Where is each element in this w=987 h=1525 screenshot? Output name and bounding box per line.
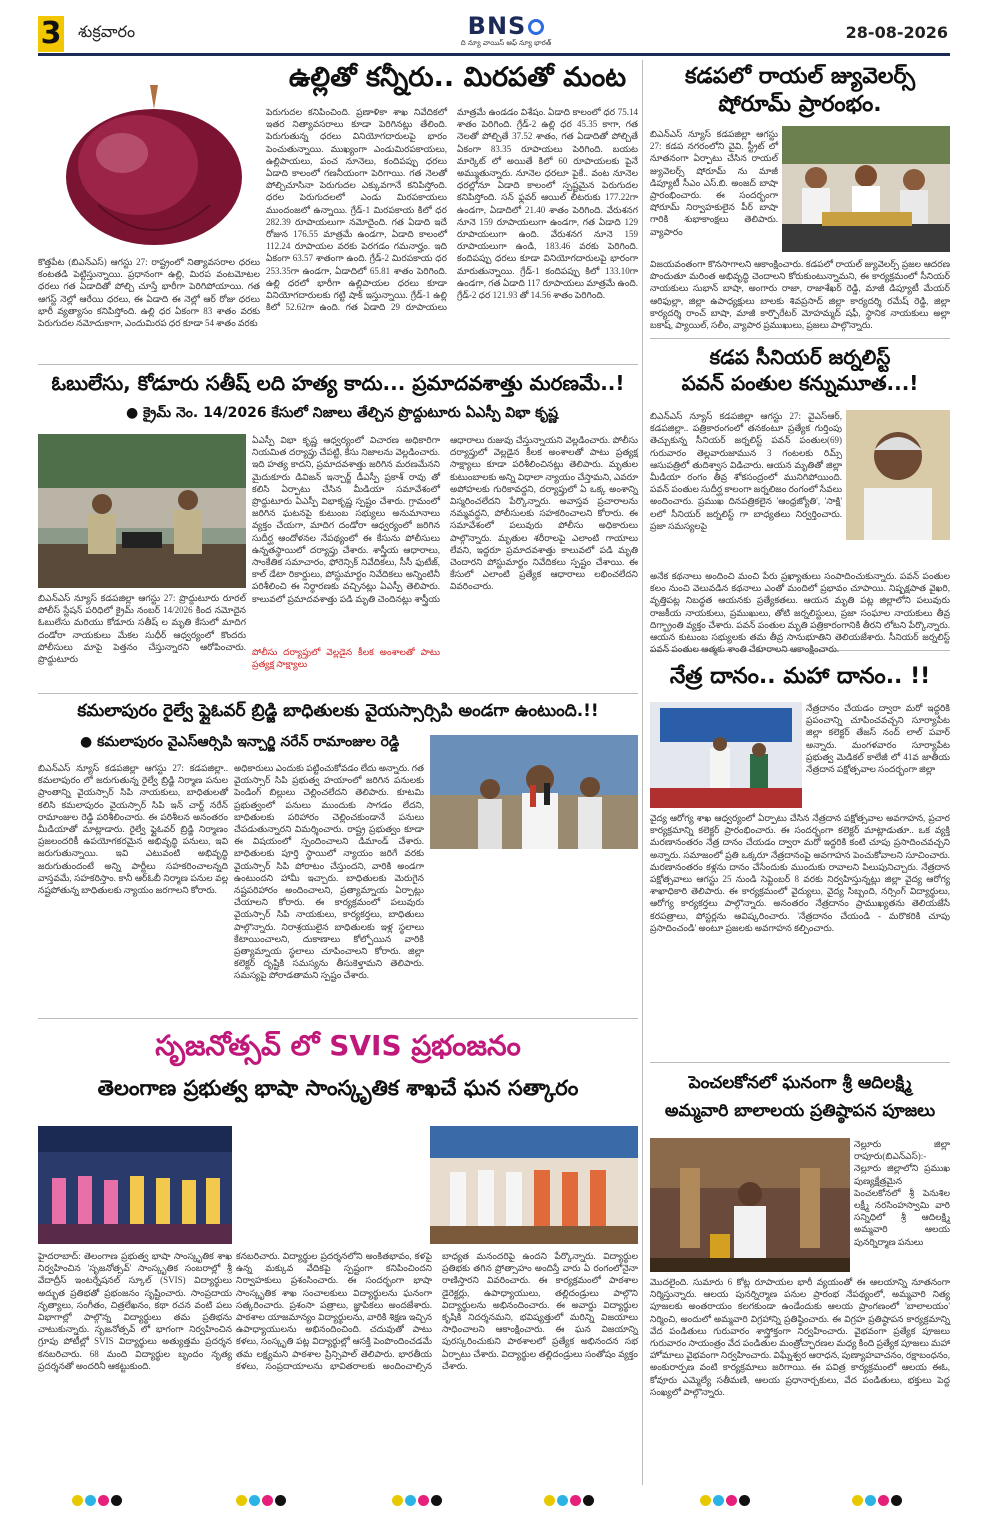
registration-dot [85, 1495, 96, 1506]
registration-dot-group [392, 1495, 442, 1509]
railway-subhead-text: కమలాపురం వైఎస్ఆర్సిపి ఇన్చార్జి నరేన్ రామాంజుల రెడ్డి [97, 734, 400, 750]
registration-dot [739, 1495, 750, 1506]
registration-dot [72, 1495, 83, 1506]
svis-body-text: కనబరిచారు. విద్యార్థుల ప్రదర్శనలోని అంకితభావం, కళపై ఉన్న మక్కువ వేదికపై స్పష్టంగా కనిపించిందని నిర్వాహకులు ప్రశంసించారు. ఈ సందర్భంగా భాషా సాంస్కృతిక శాఖ సంచాలకులు విద్యార్థులను ఘనంగా సత్కరించారు. ప్రశంసా పత్రాలు, జ్ఞాపికలు అందజేశారు. పాఠశాల యాజమాన్యం విద్యార్థులను, వారికి శిక్షణ ఇచ్చిన ఉపాధ్యాయులను అభినందించింది. చదువుతో పాటు కళలు, సంస్కృతి పట్ల విద్యార్థుల్లో ఆసక్తి పెంపొందించడమే తమ లక్ష్యమని పాఠశాల ప్రిన్సిపాల్ తెలిపారు. భారతీయ కళలు, సంప్రదాయాలను భావితరాలకు అందించాల్సిన బాధ్యత మనందరిపై ఉందని పేర్కొన్నారు. విద్యార్థుల ప్రతిభకు తగిన ప్రోత్సాహం అందిస్తే వారు ఏ రంగంలోనైనా రాణిస్తారని వివరించారు. ఈ కార్యక్రమంలో పాఠశాల డైరెక్టర్లు, ఉపాధ్యాయులు, తల్లిదండ్రులు పాల్గొని విద్యార్థులను అభినందించారు. ఈ అవార్డు విద్యార్థుల కృషికి నిదర్శనమని, భవిష్యత్తులో మరిన్ని విజయాలు సాధించాలని ఆకాంక్షించారు. ఈ ఘన విజయాన్ని పురస్కరించుకుని పాఠశాలలో ప్రత్యేక అభినందన సభ ఏర్పాటు చేశారు. విద్యార్థుల తల్లిదండ్రులు సంతోషం వ్యక్తం చేశారు. [236, 1251, 638, 1371]
obulesu-subhead [112, 405, 572, 424]
issue-date: 28-08-2026 [845, 23, 948, 42]
registration-dot [852, 1495, 863, 1506]
column-divider [642, 60, 643, 1485]
svis-stage-photo [38, 1126, 232, 1244]
onion-headline: ఉల్లితో కన్నీరు.. మిరపతో మంట [288, 62, 627, 93]
eye-donation-headline: నేత్ర దానం.. మహా దానం.. !! [669, 664, 931, 689]
logo-tagline: ది న్యూ వాయిస్ ఆఫ్ న్యూ భారత్ [460, 39, 552, 47]
section-divider [38, 1018, 638, 1019]
section-divider [38, 693, 638, 694]
svis-lead-text: హైదరాబాద్: తెలంగాణ ప్రభుత్వ భాషా సాంస్కృతిక శాఖ నిర్వహించిన 'సృజనోత్సవ్' సాంస్కృతిక సంబరాల్లో శ్రీ వేదాద్రీస్ ఇంటర్నేషనల్ స్కూల్ (SVIS) విద్యార్థులు అద్భుత ప్రతిభతో ప్రభంజనం సృష్టించారు. సాంప్రదాయ నృత్యాలు, సంగీతం, చిత్రలేఖనం, కథా రచన వంటి పలు విభాగాల్లో పాల్గొన్న విద్యార్థులు తమ ప్రతిభను చాటుకున్నారు. సృజనోత్సవ్ లో భాగంగా నిర్వహించిన గ్రూపు పోటీల్లో SVIS విద్యార్థులు అత్యుత్తమ ప్రదర్శన కనబరిచారు. 68 మంది విద్యార్థుల బృందం నృత్య ప్రదర్శనతో అందరినీ ఆకట్టుకుంది. [38, 1251, 232, 1371]
onion-photo [38, 65, 260, 251]
eye-donation-body-text: వైద్య ఆరోగ్య శాఖ ఆధ్వర్యంలో ఏర్పాటు చేసిన నేత్రదాన పక్షోత్సవాల అవగాహన, ప్రచార కార్యక్రమాన్ని కలెక్టర్ ప్రారంభించారు. ఈ సందర్భంగా కలెక్టర్ మాట్లాడుతూ.. ఒక వ్యక్తి మరణానంతరం నేత్ర దానం చేయడం ద్వారా మరో ఇద్దరికి కంటి చూపు ప్రసాదించవచ్చని అన్నారు. సమాజంలో ప్రతి ఒక్కరూ నేత్రదానంపై అవగాహన పెంచుకోవాలని సూచించారు. మరణానంతరం కళ్లను దానం చేసేందుకు ముందుకు రావాలని పిలుపునిచ్చారు. నేత్రదాన పక్షోత్సవాలు ఆగస్టు 25 నుండి సెప్టెంబర్ 8 వరకు నిర్వహిస్తున్నట్లు జిల్లా వైద్య ఆరోగ్య శాఖాధికారి తెలిపారు. ఈ కార్యక్రమంలో వైద్యులు, వైద్య సిబ్బంది, నర్సింగ్ విద్యార్థులు, ఆరోగ్య కార్యకర్తలు పాల్గొన్నారు. అనంతరం నేత్రదానం ప్రాముఖ్యతను తెలియజేసే కరపత్రాలు, పోస్టర్లను ఆవిష్కరించారు. 'నేత్రదానం చేయండి - మరొకరికి చూపు ప్రసాదించండి' అంటూ ప్రజలకు అవగాహన కల్పించారు. [650, 813, 950, 933]
obulesu-body-text: ఏఎస్పీ విభా కృష్ణ ఆధ్వర్యంలో విచారణ అధికారిగా నియమిత దర్యాప్తు చేపట్టి, కేసు నిజాలను వెల్లడించారు. ఇది హత్య కాదని, ప్రమాదవశాత్తు జరిగిన మరణమేనని మైదుకూరు డివిజన్ ఇన్చార్జ్ డీఎస్పీ ప్రకాశ్ రావు తో కలిసి ఏర్పాటు చేసిన మీడియా సమావేశంలో ప్రొద్దుటూరు ఏఎస్పీ విభాకృష్ణ స్పష్టం చేశారు. గ్రామంలో జరిగిన ఘటనపై కుటుంబ సభ్యులు అనుమానాలు వ్యక్తం చేయగా, మాదిగ దండోరా ఆధ్వర్యంలో జరిగిన సుదీర్ఘ ఆందోళనల నేపథ్యంలో ఈ కేసును పోలీసులు ఉన్నతస్థాయిలో దర్యాప్తు చేశారు. శాస్త్రీయ ఆధారాలు, సాంకేతిక సమాచారం, ఫోరెన్సిక్ నివేదికలు, సీసీ ఫుటేజ్, కాల్ డేటా రికార్డులు, పోస్టుమార్టం నివేదికలు అన్నింటినీ పరిశీలించి ఈ నిర్ధారణకు వచ్చినట్లు ఏఎస్పీ తెలిపారు. కాలువలో ప్రమాదవశాత్తు పడి మృతి చెందినట్లు శాస్త్రీయ ఆధారాలు రుజువు చేస్తున్నాయని వెల్లడించారు. పోలీసు దర్యాప్తులో వెల్లడైన కీలక అంశాలతో పాటు ప్రత్యక్ష సాక్ష్యాలు కూడా పరిశీలించినట్లు తెలిపారు. మృతుల కుటుంబాలకు అన్ని విధాలా న్యాయం చేస్తామని, ఎవరూ అపోహలకు గురికావద్దని, దర్యాప్తులో ఏ ఒక్క అంశాన్ని విస్మరించలేదని పేర్కొన్నారు. అవాస్తవ ప్రచారాలను నమ్మవద్దని, పోలీసులకు సహకరించాలని కోరారు. ఈ సమావేశంలో పలువురు పోలీసు అధికారులు పాల్గొన్నారు. మృతుల శరీరాలపై ఎలాంటి గాయాలు లేవని, ఇద్దరూ ప్రమాదవశాత్తు కాలువలో పడి మృతి చెందారని పోస్టుమార్టం నివేదికలు స్పష్టం చేశాయి. ఈ కేసులో ఎలాంటి ప్రత్యేక ఆధారాలు లభించలేదని వివరించారు. [252, 435, 638, 604]
press-meet-photo [38, 434, 246, 588]
jewellers-headline-line2: షోరూమ్ ప్రారంభం. [718, 92, 882, 117]
journalist-lead-text: బిఎన్ఎస్ న్యూస్ కడపజిల్లా ఆగస్టు 27: వైఎస్ఆర్, కడపజిల్లా.. పత్రికారంగంలో తనకంటూ ప్రత్యేక గుర్తింపు తెచ్చుకున్న సీనియర్ జర్నలిస్ట్ పవన్ పంతుల(69) గురువారం తెల్లవారుజామున 3 గంటలకు రిమ్స్ ఆసుపత్రిలో తుదిశ్వాస విడిచారు. ఆయన మృతితో జిల్లా మీడియా రంగం తీవ్ర శోకసంద్రంలో మునిగిపోయింది. పవన్ పంతుల సుదీర్ఘ కాలంగా జర్నలిజం రంగంలో సేవలు అందించారు. ప్రముఖ దినపత్రికలైన 'ఆంధ్రజ్యోతి', 'సాక్షి' లలో సీనియర్ జర్నలిస్ట్ గా బాధ్యతలు నిర్వర్తించారు. ప్రజా సమస్యలపై [650, 411, 843, 531]
jewellers-body-text: విజయవంతంగా కొనసాగాలని ఆకాంక్షించారు. కడపలో రాయల్ జ్యువెలర్స్ ప్రజల ఆదరణ పొందుతూ మరింత అభివృద్ధి చెందాలని కోరుకుంటున్నామని, ఈ కార్యక్రమంలో సీనియర్ నాయకులు సుభాన్ బాషా, అంగారు రాజా, రాజాశేఖర్ రెడ్డి, మాజీ డిప్యూటీ మేయర్ ఆరిఫుల్లా, జిల్లా ఉపాధ్యక్షులు బాలకు శివప్రసాద్ జిల్లా కార్యదర్శి రమేష్ రెడ్డి, జిల్లా కార్యదర్శి రాంచ్ బాషా, మాజీ కార్పొరేటర్ మోహమ్మద్ షఫీ, స్థానిక నాయకులు అల్లా బకాష్, ప్యాయిల్, సలీం, వ్యాపార ప్రముఖులు, ప్రజలు పాల్గొన్నారు. [650, 259, 950, 331]
registration-dot [726, 1495, 737, 1506]
temple-ritual-photo [650, 1138, 850, 1272]
railway-lead-text: బిఎన్ఎస్ న్యూస్ కడపజిల్లా ఆగస్టు 27: కడపజిల్లా.. కమలాపురం లో జరుగుతున్న రైల్వే బ్రిడ్జి నిర్మాణ పనుల ప్రాంతాన్ని వైయస్సార్ సిపి నాయకులు, బాధితులతో కలిసి కమలాపురం వైయస్సార్ సిపి ఇన్ చార్జ్ నరేన్ రామాంజుల రెడ్డి పరిశీలించారు. ఈ పరిశీలన అనంతరం మీడియాతో మాట్లాడారు. రైల్వే ఫ్లైఓవర్ బ్రిడ్జి నిర్మాణం ప్రజలందరికీ ఉపయోగకరమైన అభివృద్ధి పనులు, ఇవి జరుగుతున్నాయి. ఇవి ఎటువంటి అభివృద్ధి జరుగుతుందంటే అన్ని పార్టీలు సహకరించాలన్నది వాస్తవమే, సహకరిస్తాం. కానీ ఆర్ఓబీ నిర్మాణ పనుల వల్ల నష్టపోతున్న బాధితులకు న్యాయం జరగాలని కోరారు. [38, 763, 228, 896]
registration-dot [111, 1495, 122, 1506]
bullet-icon: ● [80, 734, 98, 750]
svis-intro-text [236, 1126, 426, 1244]
journalist-headline-line1: కడప సీనియర్ జర్నలిస్ట్ [709, 345, 891, 369]
registration-dot-group [700, 1495, 750, 1509]
registration-dot-group [236, 1495, 286, 1509]
obulesu-lead-text: బిఎన్ఎస్ న్యూస్ కడపజిల్లా ఆగస్టు 27: ప్రొద్దుటూరు రూరల్ పోలీస్ స్టేషన్ పరిధిలో క్రైమ్ నంబర్ 14/2026 కింద నమోదైన ఓబులేసు మరియు కోడూరు సతీష్ ల మృతి కేసులో మాదిగ దండోరా నాయకులు మేకల సుధీర్ ఆధ్వర్యంలో కొందరు పోలీసులు మాపై పెత్తనం చేస్తున్నారని ఆరోపించారు. ప్రొద్దుటూరు [38, 593, 246, 665]
registration-dot [405, 1495, 416, 1506]
masthead [38, 14, 950, 56]
registration-dot-group [72, 1495, 122, 1509]
logo-ring-icon [528, 19, 544, 35]
svis-headline-line1: సృజనోత్సవ్ లో SVIS ప్రభంజనం [155, 1029, 521, 1062]
registration-dot [713, 1495, 724, 1506]
railway-body-text: అధికారులు ఎందుకు పట్టించుకోవడం లేదు అన్నారు. గత వైయస్సార్ సిపి ప్రభుత్వ హయాంలో జరిగిన పనులకు పెండింగ్ బిల్లులు చెల్లించలేదని తెలిపారు. కూటమి ప్రభుత్వంలో పనులు ముందుకు సాగడం లేదని, బాధితులకు పరిహారం చెల్లించకుండానే పనులు చేపడుతున్నారని విమర్శించారు. రాష్ట్ర ప్రభుత్వం కూడా ఈ విషయంలో స్పందించాలని డిమాండ్ చేశారు. బాధితులకు పూర్తి స్థాయిలో న్యాయం జరిగే వరకు వైయస్సార్ సిపి పోరాటం చేస్తుందని, వారికి అండగా ఉంటుందని హామీ ఇచ్చారు. బాధితులకు మెరుగైన నష్టపరిహారం అందించాలని, ప్రత్యామ్నాయ ఏర్పాట్లు చేయాలని కోరారు. ఈ కార్యక్రమంలో పలువురు వైయస్సార్ సిపి నాయకులు, కార్యకర్తలు, బాధితులు పాల్గొన్నారు. నిరాశ్రయులైన బాధితులకు ఇళ్ల స్థలాలు కేటాయించాలని, దుకాణాలు కోల్పోయిన వారికి ప్రత్యామ్నాయ స్థలాలు చూపించాలని కోరారు. జిల్లా కలెక్టర్ దృష్టికి సమస్యను తీసుకెళ్తామని తెలిపారు. సమస్యపై పోరాడతామని స్పష్టం చేశారు. [234, 763, 424, 981]
journalist-body-text: అనేక కథనాలు అందించి మంచి పేరు ప్రఖ్యాతులు సంపాదించుకున్నారు. పవన్ పంతుల కలం నుంచి వెలువడిన కథనాలు ఎంతో మందిలో ప్రభావం చూపాయి. నిష్పక్షపాత వైఖరి, వృత్తిపట్ల నిబద్ధత ఆయనకు ప్రత్యేకతలు. ఆయన మృతి పట్ల జిల్లాలోని పలువురు రాజకీయ నాయకులు, ప్రముఖులు, తోటి జర్నలిస్టులు, ప్రజా సంఘాల నాయకులు తీవ్ర దిగ్భ్రాంతి వ్యక్తం చేశారు. పవన్ పంతుల మృతి పత్రికారంగానికి తీరని లోటని పేర్కొన్నారు. ఆయన కుటుంబ సభ్యులకు తమ తీవ్ర సానుభూతిని తెలియజేశారు. సీనియర్ జర్నలిస్ట్ పవన్ పంతుల ఆత్మకు శాంతి చేకూరాలని ఆకాంక్షించారు. [650, 571, 950, 655]
railway-visit-photo [430, 735, 638, 849]
registration-dot [891, 1495, 902, 1506]
journalist-headline-line2: పవన్ పంతుల కన్నుమూత...! [681, 371, 919, 395]
registration-dot [392, 1495, 403, 1506]
registration-dot [544, 1495, 555, 1506]
registration-dot [583, 1495, 594, 1506]
section-divider [38, 364, 638, 365]
obulesu-callout-text: పోలీసు దర్యాప్తులో వెల్లడైన కీలక అంశాలతో పాటు ప్రత్యక్ష సాక్ష్యాలు [252, 647, 440, 670]
eye-donation-event-photo [650, 702, 802, 808]
bullet-icon: ● [126, 405, 144, 421]
registration-dot [418, 1495, 429, 1506]
section-divider [650, 338, 950, 339]
registration-dot-group [852, 1495, 902, 1509]
onion-lead-text: కొత్తపేట (బిఎన్ఎస్) ఆగస్టు 27: రాష్ట్రంలో నిత్యావసరాల ధరలు కంటతడి పెట్టిస్తున్నాయి. ప్రధానంగా ఉల్లి, మిరప వంటమోటల ధరలు గత ఏడాదితో పోల్చి చూస్తే భారీగా పెరిగిపోయాయి. గత ఆగస్ట్ నెల్లో ఆరేయి ధరలు, ఈ ఏడాది ఈ నెల్లో ఆర్ రోజు ధరలు భారీ వ్యత్యాసం కనిపిస్తోంది. ఉల్లి ధర ఏకంగా 83 శాతం వరకు పెరుగుదల నమోదుకాగా, ఎందుమిరప ధర కూడా 54 శాతం వరకు [38, 257, 260, 329]
svis-award-photo [430, 1126, 638, 1244]
temple-body-text: మొదలైంది. సుమారు 6 కోట్ల రూపాయల భారీ వ్యయంతో ఈ ఆలయాన్ని నూతనంగా నిర్మిస్తున్నారు. ఆలయ పునర్నిర్మాణ పనుల ప్రారంభ నేపథ్యంలో, అమ్మవారి నిత్య పూజలకు అంతరాయం కలగకుండా ఉండేందుకు ఆలయ ప్రాంగణంలో 'బాలాలయం' నిర్మించి, అందులో అమ్మవారి విగ్రహాన్ని ప్రతిష్ఠించారు. ఈ విగ్రహ ప్రతిష్ఠాపన కార్యక్రమాన్ని వేద పండితులు గురువారం శాస్త్రోక్తంగా నిర్వహించారు. వైభవంగా ప్రత్యేక పూజలు గురువారం సాయంత్రం వేద పండితుల మంత్రోచ్ఛారణల మధ్య కింది ప్రత్యేక పూజలు మహా హోమాలు వైభవంగా నిర్వహించారు. విఘ్నేశ్వర ఆరాధన, పుణ్యాహవాచనం, రక్షాబంధనం, అంకురార్పణ వంటి కార్యక్రమాలు జరిగాయి. ఈ పవిత్ర కార్యక్రమంలో ఆలయ ఈఓ, కోవూరు ఎమ్మెల్యే సతీమణి, ఆలయ ప్రధానార్చకులు, వేద పండితులు, భక్తులు పెద్ద సంఖ్యలో పాల్గొన్నారు. [650, 1277, 950, 1397]
railway-headline: కమలాపురం రైల్వే ఫ్లైఓవర్ బ్రిడ్జి బాధితులకు వైయస్సార్సిపి అండగా ఉంటుంది.!! [77, 701, 599, 721]
jewellers-lead-text: బిఎన్ఎస్ న్యూస్ కడపజిల్లా ఆగస్టు 27: కడప నగరంలోని వైవి. స్ట్రీట్ లో నూతనంగా ఏర్పాటు చేసిన రాయల్ జ్యువెలర్స్ షోరూమ్ ను మాజీ డిప్యూటీ సీఎం ఎస్.బి. అంజద్ బాషా ప్రారంభించారు. ఈ సందర్భంగా షోరూమ్ నిర్వాహకులైన పీర్ బాషా గారికి శుభాకాంక్షలు తెలిపారు. వ్యాపారం [650, 129, 778, 237]
registration-dot [98, 1495, 109, 1506]
jewellers-headline-line1: కడపలో రాయల్ జ్యువెలర్స్ [684, 64, 916, 89]
obulesu-headline: ఓబులేసు, కోడూరు సతీష్ లది హత్య కాదు... ప్రమాదవశాత్తు మరణమే..! [51, 371, 625, 395]
section-divider [650, 1062, 950, 1063]
temple-lead-text: నెల్లూరు జిల్లా రాపూరు(బిఎన్ఎస్):- నెల్లూరు జిల్లాలోని ప్రముఖ పుణ్యక్షేత్రమైన పెంచలకోనలో శ్రీ పెనుశిల లక్ష్మీ నరసింహస్వామి వారి సన్నిధిలో శ్రీ ఆదిలక్ష్మి అమ్మవారి ఆలయ పునర్నిర్మాణ పనులు [854, 1139, 950, 1247]
registration-dot [570, 1495, 581, 1506]
registration-dot [557, 1495, 568, 1506]
registration-dot-group [544, 1495, 594, 1509]
registration-dot [262, 1495, 273, 1506]
registration-dot [878, 1495, 889, 1506]
bns-logo [446, 14, 566, 54]
registration-dot [700, 1495, 711, 1506]
temple-headline-line1: పెంచలకోనలో ఘనంగా శ్రీ ఆదిలక్ష్మి [688, 1073, 912, 1093]
journalist-portrait [846, 410, 950, 540]
registration-dot [431, 1495, 442, 1506]
registration-dot [249, 1495, 260, 1506]
registration-dot [865, 1495, 876, 1506]
registration-dot [236, 1495, 247, 1506]
day-label: శుక్రవారం [78, 22, 136, 41]
showroom-opening-photo [782, 126, 950, 252]
obulesu-subhead-text: క్రైమ్ నెం. 14/2026 కేసులో నిజాలు తేల్చిన ప్రొద్దుటూరు ఏఎస్పీ విభా కృష్ణ [143, 405, 558, 421]
railway-subhead [80, 734, 420, 753]
registration-dot [275, 1495, 286, 1506]
page-number: 3 [38, 16, 64, 52]
logo-text: BNS [467, 12, 527, 40]
svis-headline-line2: తెలంగాణ ప్రభుత్వ భాషా సాంస్కృతిక శాఖచే ఘన సత్కారం [97, 1076, 579, 1100]
railway-continued-text [430, 852, 638, 1014]
eye-donation-lead-text: నేత్రదానం చేయడం ద్వారా మరో ఇద్దరికి ప్రపంచాన్ని చూపించవచ్చని సూర్యాపేట జిల్లా కలెక్టర్ తేజస్ నంద్ లాల్ పవార్ అన్నారు. మంగళవారం సూర్యాపేట ప్రభుత్వ మెడికల్ కాలేజీ లో 41వ జాతీయ నేత్రదాన పక్షోత్సవాల సందర్భంగా జిల్లా [806, 703, 950, 775]
temple-headline-line2: అమ్మవారి బాలాలయ ప్రతిష్ఠాపన పూజలు [664, 1101, 936, 1121]
onion-body-text: పెరుగుదల కనిపించింది. ప్రణాళికా శాఖ నివేదికలో ఇతర నిత్యావసరాలు కూడా పెరిగినట్లు తేలింది. పెరుగుతున్న ధరలు వినియోగదారులపై భారం పెంచుతున్నాయి. ముఖ్యంగా ఎండుమిరపకాయలు, ఉల్లిపాయలు, పంచ నూనెలు, కందిపప్పు ధరలు ఏడాది కాలంలో గణనీయంగా పెరిగాయి. గత నెలతో పోల్చిచూసినా పెరుగుదల ఎక్కువగానే కనిపిస్తోంది. ధరల పెరుగుదలలో ఎండు మిరపకాయలు ముందంజలో ఉన్నాయి. గ్రేడ్-1 మిరపకాయ కిలో ధర 282.39 రూపాయలుగా నమోదైంది. గత ఏడాది ఇదే రోజున 176.55 మాత్రమే ఉండగా, ఏడాది కాలంలో 112.24 రూపాయల వరకు పెరగడం గమనార్హం. ఇది ఏకంగా 63.57 శాతంగా ఉంది. గ్రేడ్-2 మిరపకాయ ధర 253.35గా ఉండగా, ఏడాదిలో 65.81 శాతం పెరిగింది. ఉల్లి ధరలో భారీగా ఉల్లిపాయల ధరలు కూడా వినియోగదారులకు గట్టి షాక్ ఇస్తున్నాయి. గ్రేడ్-1 ఉల్లి కిలో 52.62గా ఉంది. గత ఏడాది 29 రూపాయలు మాత్రమే ఉండడం విశేషం. ఏడాది కాలంలో ధర 75.14 శాతం పెరిగింది. గ్రేడ్-2 ఉల్లి ధర 45.35 కాగా, గత నెలతో పోల్చితే 37.52 శాతం, గత ఏడాదితో పోల్చితే ఏకంగా 83.35 రూపాయలు పెరిగింది. బయట మార్కెట్ లో అయితే కిలో 60 రూపాయలకు పైనే అమ్ముతున్నారు. నూనెల ధరలూ పైకే.. వంట నూనెల ధరల్లోనూ ఏడాది కాలంలో స్పష్టమైన పెరుగుదల కనిపిస్తోంది. సన్ ఫ్లవర్ ఆయిల్ లీటరుకు 177.22గా ఉండగా, ఏడాదిలో 21.40 శాతం పెరిగింది. వేరుశనగ నూనె 159 రూపాయలుగా ఉండగా, గత ఏడాది 129 రూపాయలుగా ఉంది. వేరుశనగ నూనె 159 రూపాయలుగా ఉండి, 183.46 వరకు పెరిగింది. కందిపప్పు ధరలు కూడా వినియోగదారులపై భారంగా మారుతున్నాయి. గ్రేడ్-1 కందిపప్పు కిలో 133.10గా ఉండగా, గత ఏడాది 117 రూపాయలు మాత్రమే ఉంది. గ్రేడ్-2 ధర 121.93 తో 14.56 శాతం పెరిగింది. [266, 107, 638, 313]
obulesu-callout [252, 646, 440, 686]
